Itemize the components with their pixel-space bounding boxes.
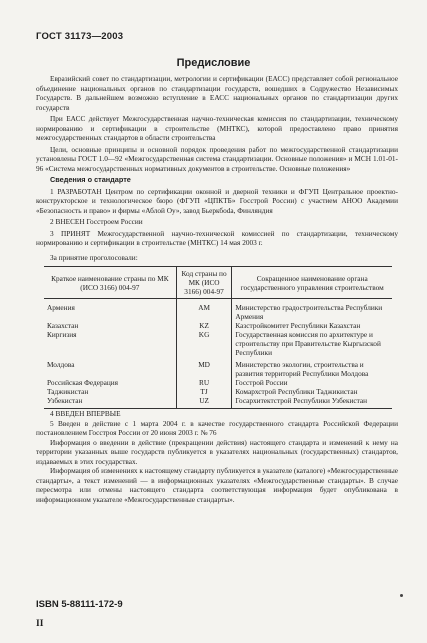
table-row — [44, 357, 392, 378]
item-effective-date: 5 Введен в действие с 1 марта 2004 г. в качестве государственного стандарта Российской Федерации постановлением Госстроя России от 20 июня 2003 г. № 76 — [36, 418, 398, 437]
table-row — [44, 396, 392, 409]
country-cell: Армения — [47, 303, 75, 312]
info-introduction-paragraph: Информация о введении в действие (прекращении действия) настоящего стандарта и изменений к нему на территории указанных выше государств публикуется в указателях национальных (государственных) стандартов, издаваемых в этих государствах. — [36, 437, 398, 466]
authority-cell: Казстройкомитет Республики Казахстан — [232, 321, 392, 330]
intro-paragraph-1: Евразийский совет по стандартизации, метрологии и сертификации (ЕАСС) представляет собой региональное объединение национальных органов по стандартизации государств, вошедших в Содружество Независимых Государств. В дальнейшем возможно вступление в ЕАСС национальных органов по стандартизации других государств — [36, 74, 398, 112]
document-body — [36, 74, 398, 504]
authority-cell: Министерство градостроительства Республики Армения — [232, 299, 392, 322]
item-submitted: 2 ВНЕСЕН Госстроем России — [50, 217, 143, 226]
code-cell: AM — [176, 299, 232, 322]
code-cell: RU — [176, 378, 232, 387]
isbn-number: ISBN 5-88111-172-9 — [36, 599, 123, 610]
table-row — [44, 330, 392, 357]
country-cell: Молдова — [47, 360, 75, 369]
code-cell: TJ — [176, 387, 232, 396]
code-cell: KZ — [176, 321, 232, 330]
section-heading: Сведения о стандарте — [50, 175, 131, 184]
table-row — [44, 299, 392, 322]
country-cell: Киргизия — [47, 330, 77, 339]
column-header-code: Код страны по МК (ИСО 3166) 004-97 — [176, 267, 232, 299]
authority-cell: Министерство экологии, строительства и развития территорий Республики Молдова — [232, 357, 392, 378]
country-cell: Таджикистан — [47, 387, 89, 396]
page-number: II — [36, 619, 44, 629]
print-speck — [400, 594, 403, 597]
country-cell: Российская Федерация — [47, 378, 118, 387]
intro-paragraph-3: Цели, основные принципы и основной порядок проведения работ по межгосударственной стандартизации установлены ГОСТ 1.0—92 «Межгосударственная система стандартизации. Основные положения» и МСН 1.01-01-96 «Система межгосударственных нормативных документов в строительстве. Основные положения» — [36, 144, 398, 173]
item-developed: 1 РАЗРАБОТАН Центром по сертификации оконной и дверной техники и ФГУП Центральное проектно-конструкторское и технологическое бюро (ФГУП «ЦПКТБ» Госстрой России) с участием АНОО Академии «Безопасность и право» и фирмы «Аблой Оу», завод Бьеркбоda, Финляндия — [36, 186, 398, 215]
code-cell: UZ — [176, 396, 232, 409]
authority-cell: Государственная комиссия по архитектуре и строительству при Правительстве Кыргызской Республики — [232, 330, 392, 357]
country-cell: Казахстан — [47, 321, 79, 330]
authority-cell: Госстрой России — [232, 378, 392, 387]
column-header-authority: Сокращенное наименование органа государственного управления строительством — [232, 267, 392, 299]
intro-paragraph-2: При ЕАСС действует Межгосударственная научно-техническая комиссия по стандартизации, техническому нормированию и сертификации в строительстве (МНТКС), которой предоставлено право принятия межгосударственных стандартов в области строительства — [36, 114, 398, 142]
code-cell: KG — [176, 330, 232, 357]
info-changes-paragraph: Информация об изменениях к настоящему стандарту публикуется в указателе (каталоге) «Межгосударственные стандарты», а текст изменений — в информационных указателях «Межгосударственные стандарты». В случае пересмотра или отмены настоящего стандарта соответствующая информация будет опубликована в информационном указателе «Межгосударственные стандарты». — [36, 466, 398, 504]
document-header: ГОСТ 31173—2003 — [36, 31, 124, 42]
voting-states-table — [44, 266, 392, 409]
item-adopted: 3 ПРИНЯТ Межгосударственной научно-технической комиссией по стандартизации, техническому нормированию и сертификации в строительстве (МНТКС) 14 мая 2003 г. — [36, 228, 398, 247]
authority-cell: Комархстрой Республики Таджикистан — [232, 387, 392, 396]
table-row — [44, 378, 392, 387]
page-title: Предисловие — [176, 57, 251, 69]
item-introduced-first: 4 ВВЕДЕН ВПЕРВЫЕ — [50, 409, 121, 418]
table-intro: За принятие проголосовали: — [50, 252, 138, 262]
column-header-country: Краткое наименование страны по МК (ИСО 3166) 004-97 — [44, 267, 176, 299]
table-row — [44, 387, 392, 396]
authority-cell: Госархитектстрой Республики Узбекистан — [232, 396, 392, 409]
code-cell: MD — [176, 357, 232, 378]
table-row — [44, 321, 392, 330]
country-cell: Узбекистан — [44, 396, 176, 409]
